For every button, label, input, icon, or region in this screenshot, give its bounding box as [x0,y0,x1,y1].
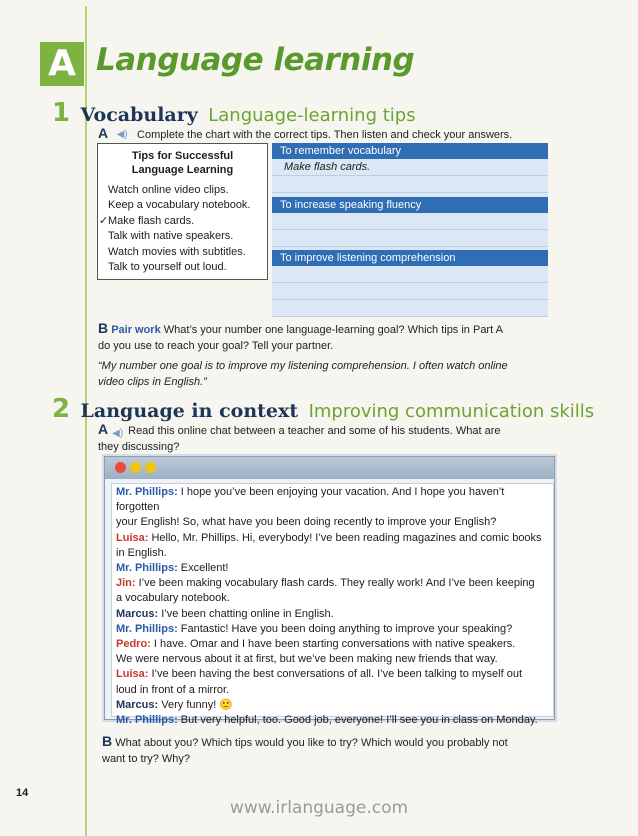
chart-answer-row[interactable]: Make flash cards. [272,159,548,176]
chat-message-text: Very funny! 🙂 [161,698,234,711]
chat-window [104,456,555,727]
chat-line [116,713,549,728]
chat-speaker-name: Luisa: [116,668,149,681]
close-dot-icon[interactable] [115,462,126,473]
chart-answer-row[interactable] [272,266,548,283]
unit-letter-badge: A [40,42,84,86]
audio-speaker-icon[interactable]: ◀) [116,128,128,140]
tip-item-checked [98,214,267,229]
chat-line [116,546,549,561]
tip-item: Talk with native speakers. [108,230,234,243]
chat-message-text: Excellent! [180,562,229,575]
chart-group-header: To improve listening comprehension [272,250,548,266]
section-title: Language in context [80,400,299,422]
chat-message-text: I’ve been making vocabulary flash cards. They really work! And I’ve been keeping [138,577,535,590]
section-subtitle: Improving communication skills [308,401,595,422]
chat-line [116,561,549,576]
footer-url[interactable]: www.irlanguage.com [229,798,409,818]
chat-speaker-name: Jin: [116,577,136,590]
chat-line [116,652,549,667]
section-subtitle: Language-learning tips [208,105,416,126]
part-a-instruction [98,125,512,143]
chat-message-text: I hope you’ve been enjoying your vacation. And I hope you haven’t forgotten [116,486,505,514]
chat-line [116,591,549,606]
chat-line [116,622,549,637]
chart-answer-row[interactable] [272,283,548,300]
chat-message-text: I’ve been having the best conversations of all. I’ve been talking to myself out [151,668,523,681]
chat-line [116,698,549,713]
example-answer: “My number one goal is to improve my listening comprehension. I often watch online [98,360,508,372]
discussion-text-2: want to try? Why? [102,753,191,765]
chat-line [116,667,549,682]
part-b-pair-work [98,320,538,390]
section-1-heading [52,98,416,128]
minimize-dot-icon[interactable] [130,462,141,473]
chat-message-text: in English. [116,546,167,559]
section-title: Vocabulary [80,104,198,126]
chat-message-text: Hello, Mr. Phillips. Hi, everybody! I’ve been reading magazines and comic books [151,531,542,544]
tip-item: Watch online video clips. [108,184,229,196]
part-letter: B [98,320,109,336]
instruction-text-2: they discussing? [98,441,180,453]
chart-answer-row[interactable] [272,300,548,317]
chat-message-text: But very helpful, too. Good job, everyone! I’ll see you in class on Monday. [180,714,538,727]
chat-speaker-name: Marcus: [116,698,159,711]
chat-line [116,683,549,698]
chat-line [116,531,549,546]
page-title: Language learning [96,42,415,78]
page-number: 14 [16,787,29,799]
section-number: 1 [52,98,71,128]
example-answer-2: video clips in English.” [98,376,207,388]
chat-title-bar [105,457,554,479]
chat-speaker-name: Mr. Phillips: [116,714,178,727]
pair-work-text-2: do you use to reach your goal? Tell your partner. [98,340,334,352]
chat-message-text: We were nervous about it at first, but we’ve been making new friends that way. [116,653,498,666]
pair-work-text: What’s your number one language-learning goal? Which tips in Part A [163,324,503,336]
chat-message-text: I’ve been chatting online in English. [161,607,334,620]
instruction-text: Complete the chart with the correct tips. Then listen and check your answers. [137,129,513,141]
tips-title-line2: Language Learning [131,164,234,176]
chat-line [116,515,549,530]
pair-work-label: Pair work [111,324,161,336]
chat-speaker-name: Mr. Phillips: [116,622,178,635]
chart-answer-row[interactable] [272,230,548,247]
chart-group-header: To remember vocabulary [272,143,548,159]
audio-speaker-icon[interactable]: ◀) [112,428,124,440]
chat-speaker-name: Mr. Phillips: [116,562,178,575]
chart-answer-row[interactable] [272,176,548,193]
chat-transcript [111,483,554,727]
tip-item: Keep a vocabulary notebook. [108,199,251,212]
chat-speaker-name: Marcus: [116,607,159,620]
section-number: 2 [52,394,71,424]
part-b-discussion [102,733,542,767]
chat-line [116,576,549,591]
part-letter: A [98,421,109,437]
section-2-heading [52,394,594,424]
chat-message-text: loud in front of a mirror. [116,683,230,696]
chat-line [116,607,549,622]
tips-title-line1: Tips for Successful [131,150,234,162]
check-mark-icon: ✓ [99,214,109,227]
part-letter: B [102,733,113,749]
chat-message-text: your English! So, what have you been doing recently to improve your English? [116,516,497,529]
chat-speaker-name: Mr. Phillips: [116,486,178,498]
tip-item: Talk to yourself out loud. [108,261,227,274]
tips-box-title [98,149,267,177]
chat-speaker-name: Luisa: [116,531,149,544]
discussion-text: What about you? Which tips would you like to try? Which would you probably not [115,737,508,749]
chat-message-text: a vocabulary notebook. [116,592,230,605]
tip-item: Watch movies with subtitles. [108,245,246,258]
tip-item-text: Make flash cards. [108,214,195,227]
maximize-dot-icon[interactable] [145,462,156,473]
tips-box [97,143,268,280]
chat-line [116,637,549,652]
part-a-chat-instruction [98,421,538,455]
part-letter: A [98,125,109,141]
chat-speaker-name: Pedro: [116,638,151,651]
chat-message-text: Fantastic! Have you been doing anything to improve your speaking? [180,622,513,635]
chart-answer-row[interactable] [272,213,548,230]
chat-line [116,485,549,515]
chart-group-header: To increase speaking fluency [272,197,548,213]
instruction-text: Read this online chat between a teacher and some of his students. What are [128,425,501,437]
chat-message-text: I have. Omar and I have been starting conversations with native speakers. [153,638,516,651]
chart-group-listening [272,250,548,317]
